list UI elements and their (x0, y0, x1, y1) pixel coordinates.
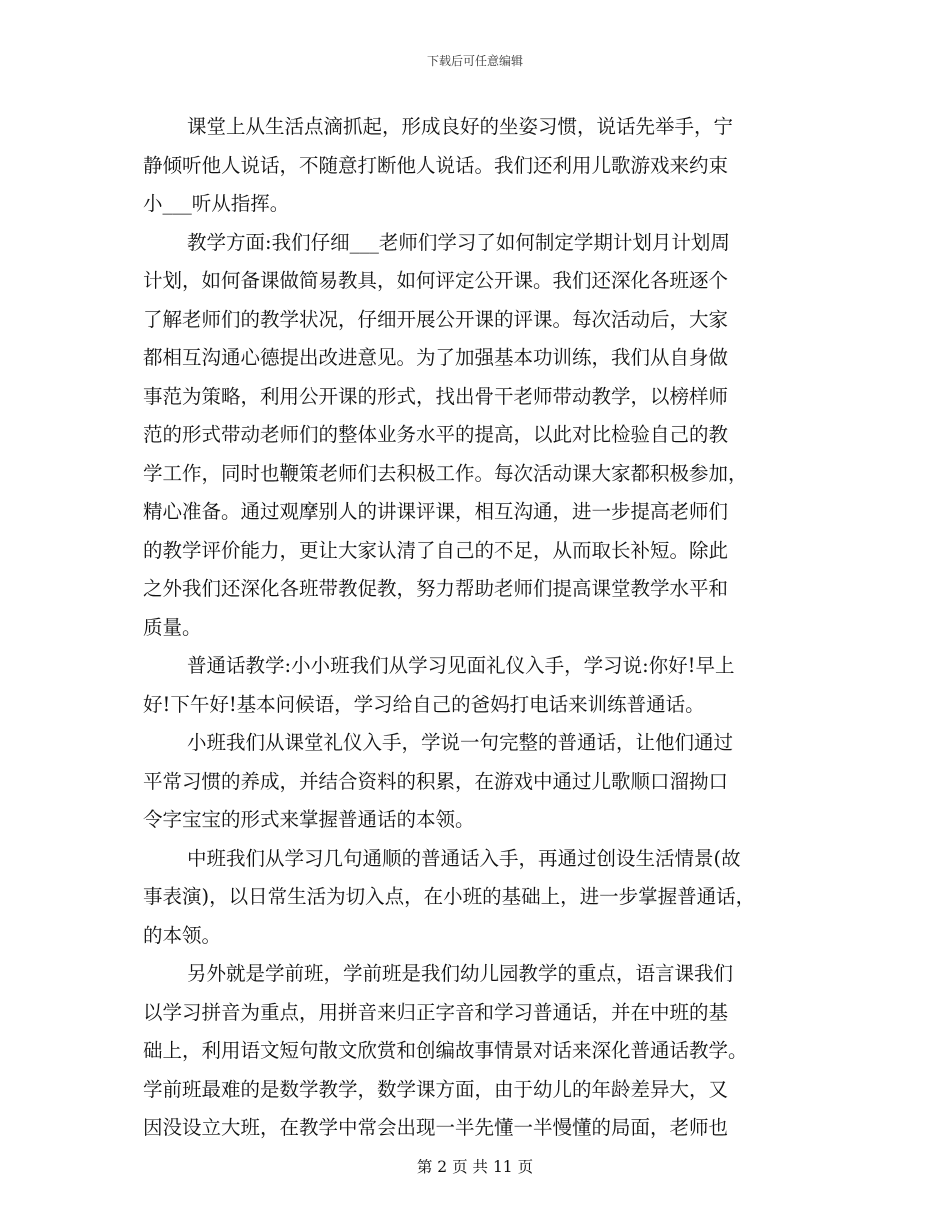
text-line: 的本领。 (143, 923, 222, 947)
text-line: 以学习拼音为重点，用拼音来归正字音和学习普通话，并在中班的基 (143, 1000, 729, 1024)
text-line: 平常习惯的养成，并结合资料的积累，在游戏中通过儿歌顺口溜拗口 (143, 769, 729, 793)
document-body (143, 108, 813, 1148)
text-line: 都相互沟通心德提出改进意见。为了加强基本功训练，我们从自身做 (143, 346, 729, 369)
page-number-footer: 第 2 页 共 11 页 (416, 1158, 534, 1176)
text-line: 事范为策略，利用公开课的形式，找出骨干老师带动教学，以榜样师 (143, 384, 729, 408)
text-line: 事表演)，以日常生活为切入点，在小班的基础上，进一步掌握普通话， (143, 885, 756, 908)
text-line: 精心准备。通过观摩别人的讲课评课，相互沟通，进一步提高老师们 (143, 500, 729, 523)
text-line: 了解老师们的教学状况，仔细开展公开课的评课。每次活动后，大家 (143, 307, 729, 331)
text-line: 的教学评价能力，更让大家认清了自己的不足，从而取长补短。除此 (143, 538, 729, 562)
text-line: 小___听从指挥。 (143, 192, 290, 215)
text-line: 好!下午好!基本问候语，学习给自己的爸妈打电话来训练普通话。 (143, 692, 705, 716)
text-line: 之外我们还深化各班带教促教，努力帮助老师们提高课堂教学水平和 (143, 577, 729, 600)
text-line: 础上，利用语文短句散文欣赏和创编故事情景对话来深化普通话教学。 (143, 1039, 748, 1062)
text-line: 教学方面:我们仔细___老师们学习了如何制定学期计划月计划周 (187, 230, 730, 254)
text-line: 小班我们从课堂礼仪入手，学说一句完整的普通话，让他们通过 (187, 731, 734, 754)
text-line: 质量。 (143, 615, 202, 639)
text-line: 中班我们从学习几句通顺的普通话入手，再通过创设生活情景(故 (187, 846, 741, 870)
text-line: 课堂上从生活点滴抓起，形成良好的坐姿习惯，说话先举手，宁 (187, 115, 734, 138)
text-line: 学工作，同时也鞭策老师们去积极工作。每次活动课大家都积极参加， (143, 461, 748, 485)
text-line: 因没设立大班，在教学中常会出现一半先懂一半慢懂的局面，老师也 (143, 1116, 729, 1139)
text-line: 令字宝宝的形式来掌握普通话的本领。 (143, 808, 475, 831)
text-line: 静倾听他人说话，不随意打断他人说话。我们还利用儿歌游戏来约束 (143, 153, 729, 177)
text-line: 计划，如何备课做简易教具，如何评定公开课。我们还深化各班逐个 (143, 269, 729, 292)
text-line: 范的形式带动老师们的整体业务水平的提高，以此对比检验自己的教 (143, 423, 729, 446)
text-line: 普通话教学:小小班我们从学习见面礼仪入手，学习说:你好!早上 (187, 654, 735, 677)
page-header: 下载后可任意编辑 (426, 54, 523, 68)
text-line: 学前班最难的是数学教学，数学课方面，由于幼儿的年龄差异大，又 (143, 1077, 729, 1101)
text-line: 另外就是学前班，学前班是我们幼儿园教学的重点，语言课我们 (187, 962, 734, 985)
